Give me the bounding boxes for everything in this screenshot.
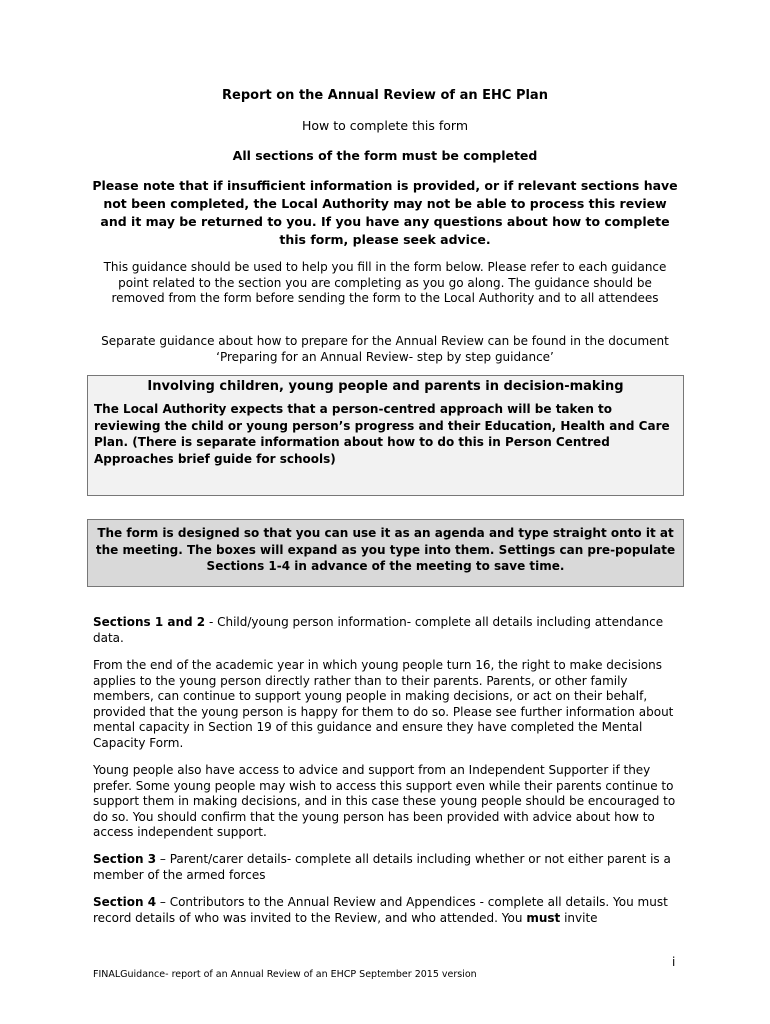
agenda-info-box: [87, 519, 684, 587]
involving-box-heading: Involving children, young people and parents in decision-making: [147, 379, 624, 394]
section-3-label: Section 3: [93, 852, 157, 866]
section-3-text: – Parent/carer details- complete all details including whether or not either parent is a member of the armed forces: [93, 852, 671, 882]
all-sections-notice: All sections of the form must be completed: [232, 148, 538, 163]
page-title: Report on the Annual Review of an EHC Plan: [222, 88, 548, 103]
agenda-box-text: The form is designed so that you can use it as an agenda and type straight onto it at the meeting. The boxes will expand as you type into them. Settings can pre-populate Sections 1-4 in advance of the meeting to save time.: [95, 526, 676, 573]
sections-1-2-text: - Child/young person information- complete all details including attendance data.: [93, 615, 664, 645]
guidance-paragraph-2: Separate guidance about how to prepare for the Annual Review can be found in the document ‘Preparing for an Annual Review- step by step guidance’: [101, 334, 669, 364]
section-4-text: – Contributors to the Annual Review and Appendices - complete all details. You must record details of who was invited to the Review, and who attended. You: [93, 895, 668, 925]
sections-1-2-label: Sections 1 and 2: [93, 615, 206, 629]
page-number: i: [672, 955, 676, 969]
section-4-paragraph: [93, 895, 678, 926]
involving-decision-making-box: [87, 375, 684, 496]
age-16-paragraph: From the end of the academic year in which young people turn 16, the right to make decisions applies to the young person directly rather than to their parents. Parents, or other family members, can continue to support young people in making decisions, or act on their behalf, provided that the young person is happy for them to do so. Please see further information about mental capacity in Section 19 of this guidance and ensure they have completed the Mental Capacity Form.: [93, 658, 674, 750]
sections-1-2-paragraph: [93, 615, 678, 646]
footer-text: FINALGuidance- report of an Annual Review of an EHCP September 2015 version: [93, 969, 477, 980]
section-3-paragraph: [93, 852, 678, 883]
independent-supporter-paragraph: Young people also have access to advice and support from an Independent Supporter if they prefer. Some young people may wish to access this support even while their parents continue to support them in making decisions, and in this case these young people should be encouraged to do so. You should confirm that the young person has been provided with advice about how to access independent support.: [93, 763, 676, 839]
insufficient-info-warning: Please note that if insufficient information is provided, or if relevant sections have not been completed, the Local Authority may not be able to process this review and it may be returned to you. If you have any questions about how to complete this form, please seek advice.: [92, 178, 678, 247]
section-4-must: must: [526, 910, 561, 925]
involving-box-text: The Local Authority expects that a person-centred approach will be taken to reviewing the child or young person’s progress and their Education, Health and Care Plan. (There is separate information about how to do this in Person Centred Approaches brief guide for schools): [94, 402, 670, 466]
page-subtitle: How to complete this form: [301, 118, 469, 133]
section-4-text-end: invite: [560, 910, 598, 925]
section-4-label: Section 4: [93, 895, 157, 909]
guidance-paragraph-1: This guidance should be used to help you fill in the form below. Please refer to each guidance point related to the section you are completing as you go along. The guidance should be removed from the form before sending the form to the Local Authority and to all attendees: [103, 260, 667, 305]
